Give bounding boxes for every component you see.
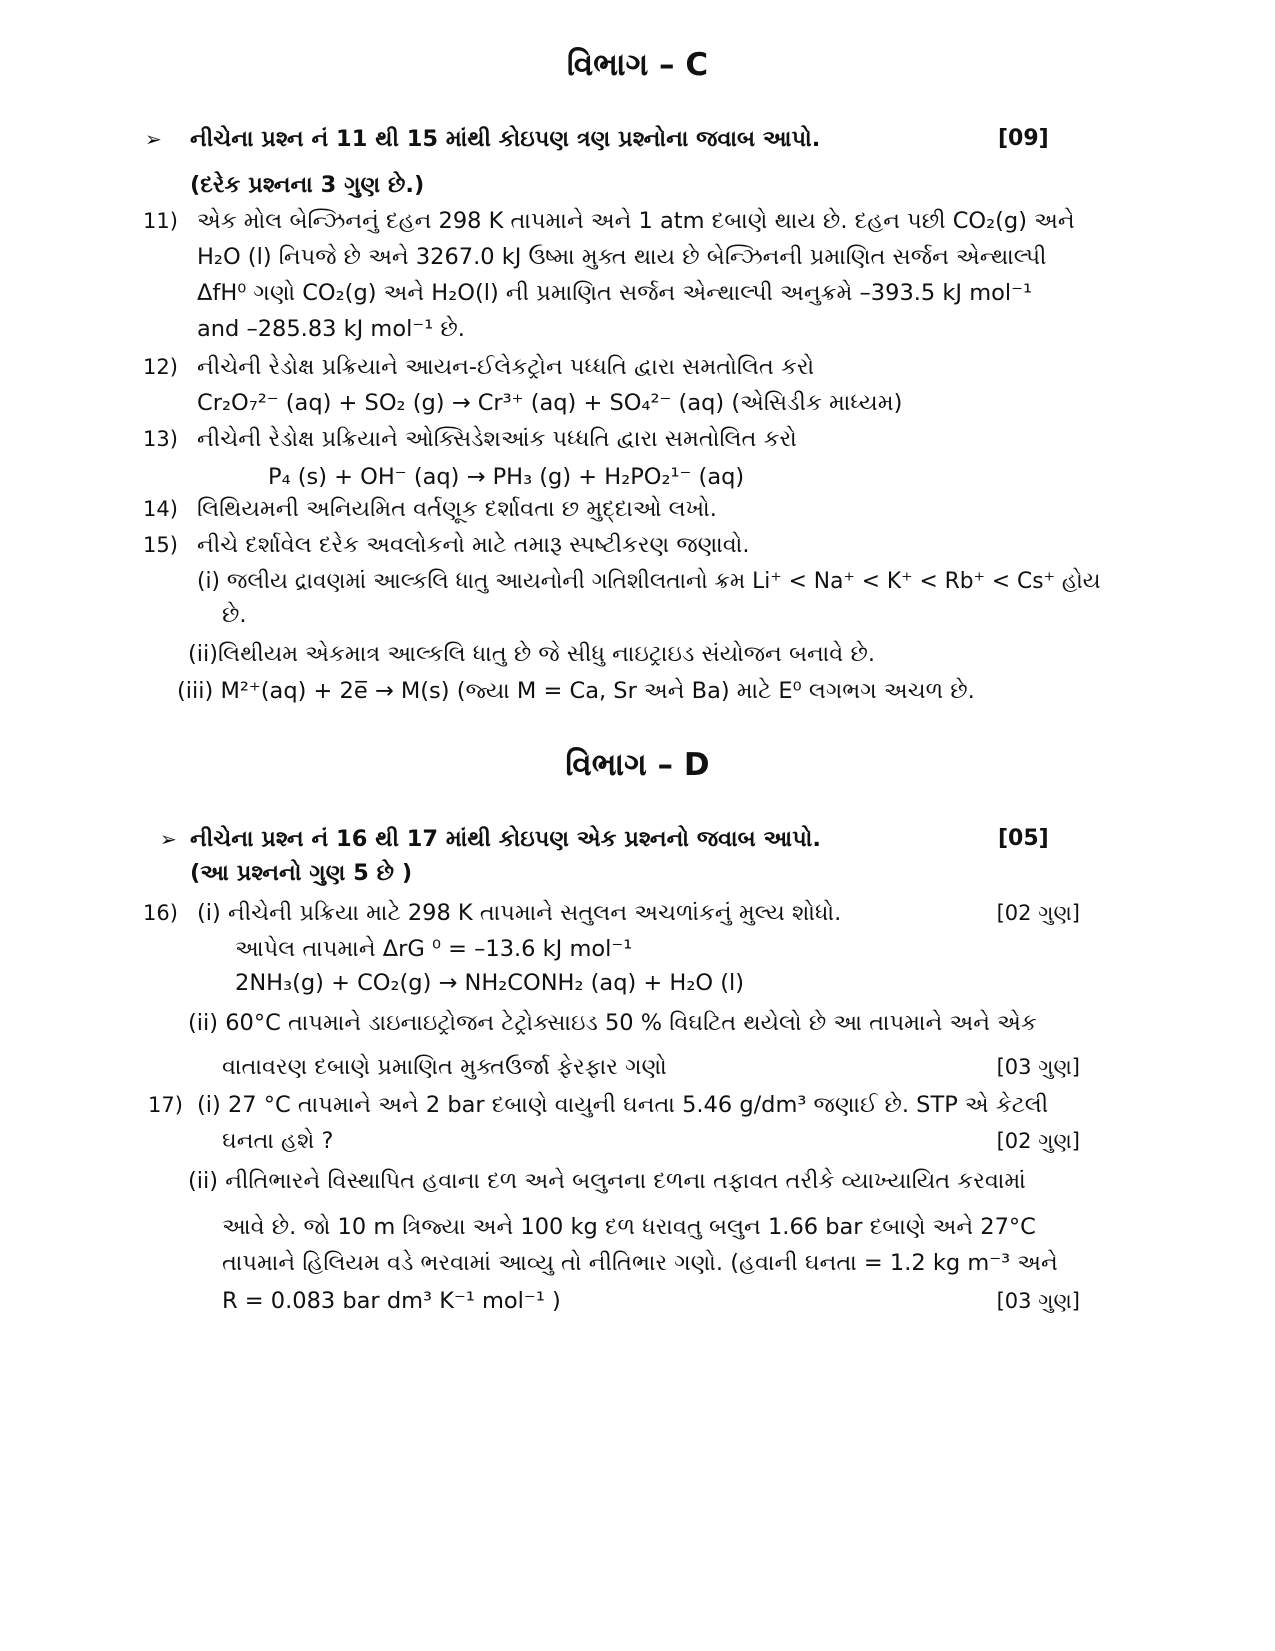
question-number: 12)	[143, 355, 178, 379]
question-text-line: આવે છે. જો 10 m ત્રિજ્યા અને 100 kg દળ ધરાવતુ બલુન 1.66 bar દબાણે અને 27°C	[222, 1214, 1036, 1240]
question-equation: Cr₂O₇²⁻ (aq) + SO₂ (g) → Cr³⁺ (aq) + SO₄²⁻ (aq) (એસિડીક માધ્યમ)	[197, 390, 903, 416]
question-text-line: તાપમાને હિલિયમ વડે ભરવામાં આવ્યુ તો નીતિભાર ગણો. (હવાની ઘનતા = 1.2 kg m⁻³ અને	[222, 1250, 1058, 1276]
section-d-instruction: નીચેના પ્રશ્ન નં 16 થી 17 માંથી કોઇપણ એક પ્રશ્નનો જવાબ આપો.	[190, 826, 821, 852]
section-d-sub-instruction: (આ પ્રશ્નનો ગુણ 5 છે )	[190, 860, 413, 886]
question-subpart-line: (iii) M²⁺(aq) + 2e̅ → M(s) (જ્યા M = Ca, Sr અને Ba) માટે E⁰ લગભગ અચળ છે.	[177, 678, 975, 704]
subpart-marks: [03 ગુણ]	[996, 1289, 1080, 1313]
section-d-marks: [05]	[998, 826, 1049, 851]
subpart-marks: [02 ગુણ]	[996, 901, 1080, 925]
question-number: 13)	[143, 427, 178, 451]
question-text-line: આપેલ તાપમાને ΔrG ⁰ = –13.6 kJ mol⁻¹	[235, 936, 633, 962]
question-subpart-line: (ii)લિથીયમ એકમાત્ર આલ્કલિ ધાતુ છે જે સીધુ નાઇટ્રાઇડ સંયોજન બનાવે છે.	[188, 641, 876, 667]
bullet-arrow-icon: ➢	[160, 827, 177, 851]
question-text-line: and –285.83 kJ mol⁻¹ છે.	[197, 316, 465, 342]
question-subpart-line: છે.	[222, 602, 247, 628]
question-subpart-line: (i) જલીય દ્રાવણમાં આલ્કલિ ધાતુ આયનોની ગતિશીલતાનો ક્રમ Li⁺ < Na⁺ < K⁺ < Rb⁺ < Cs⁺ હોય	[197, 568, 1101, 594]
question-text-line: નીચે દર્શાવેલ દરેક અવલોકનો માટે તમારૂ સ્પષ્ટીકરણ જણાવો.	[197, 532, 750, 558]
question-number: 17)	[148, 1093, 183, 1117]
subpart-marks: [02 ગુણ]	[996, 1129, 1080, 1153]
question-number: 15)	[143, 533, 178, 557]
question-text-line: એક મોલ બેન્ઝિનનું દહન 298 K તાપમાને અને 1 atm દબાણે થાય છે. દહન પછી CO₂(g) અને	[197, 208, 1075, 234]
question-number: 16)	[143, 901, 178, 925]
question-subpart-line: (i) નીચેની પ્રક્રિયા માટે 298 K તાપમાને સતુલન અચળાંકનું મુલ્ય શોધો.	[197, 900, 842, 926]
section-c-marks: [09]	[998, 126, 1049, 151]
section-c-title: વિભાગ – C	[566, 47, 709, 83]
question-number: 14)	[143, 497, 178, 521]
question-subpart-line: (i) 27 °C તાપમાને અને 2 bar દબાણે વાયુની ઘનતા 5.46 g/dm³ જણાઈ છે. STP એ કેટલી	[197, 1092, 1049, 1118]
section-c-sub-instruction: (દરેક પ્રશ્નના 3 ગુણ છે.)	[190, 172, 425, 198]
question-text-line: ΔfH⁰ ગણો CO₂(g) અને H₂O(l) ની પ્રમાણિત સર્જન એન્થાલ્પી અનુક્રમે –393.5 kJ mol⁻¹	[197, 280, 1033, 306]
question-text-line: ઘનતા હશે ?	[222, 1128, 334, 1154]
question-text-line: R = 0.083 bar dm³ K⁻¹ mol⁻¹ )	[222, 1288, 561, 1314]
section-c-instruction: નીચેના પ્રશ્ન નં 11 થી 15 માંથી કોઇપણ ત્રણ પ્રશ્નોના જવાબ આપો.	[190, 126, 821, 152]
section-d-title: વિભાગ – D	[565, 747, 710, 783]
question-equation: P₄ (s) + OH⁻ (aq) → PH₃ (g) + H₂PO₂¹⁻ (aq)	[268, 464, 745, 490]
question-text-line: લિથિયમની અનિયમિત વર્તણૂક દર્શાવતા છ મુદ્દાઓ લખો.	[197, 496, 717, 522]
question-text-line: નીચેની રેડોક્ષ પ્રક્રિયાને આયન-ઈલેકટ્રોન પધ્ધતિ દ્વારા સમતોલિત કરો	[197, 354, 815, 380]
question-number: 11)	[143, 209, 178, 233]
question-subpart-line: (ii) નીતિભારને વિસ્થાપિત હવાના દળ અને બલુનના દળના તફાવત તરીકે વ્યાખ્યાયિત કરવામાં	[188, 1168, 1026, 1194]
question-text-line: H₂O (l) નિપજે છે અને 3267.0 kJ ઉષ્મા મુક્ત થાય છે બેન્ઝિનની પ્રમાણિત સર્જન એન્થાલ્પી	[197, 244, 1047, 270]
bullet-arrow-icon: ➢	[145, 127, 162, 151]
question-equation: 2NH₃(g) + CO₂(g) → NH₂CONH₂ (aq) + H₂O (l)	[235, 970, 745, 996]
question-subpart-line: (ii) 60°C તાપમાને ડાઇનાઇટ્રોજન ટેટ્રોક્સાઇડ 50 % વિઘટિત થયેલો છે આ તાપમાને અને એક	[188, 1010, 1037, 1036]
question-text-line: વાતાવરણ દબાણે પ્રમાણિત મુક્તઉર્જા ફેરફાર ગણો	[222, 1054, 667, 1080]
subpart-marks: [03 ગુણ]	[996, 1055, 1080, 1079]
question-text-line: નીચેની રેડોક્ષ પ્રક્રિયાને ઓક્સિડેશઆંક પધ્ધતિ દ્વારા સમતોલિત કરો	[197, 426, 797, 452]
